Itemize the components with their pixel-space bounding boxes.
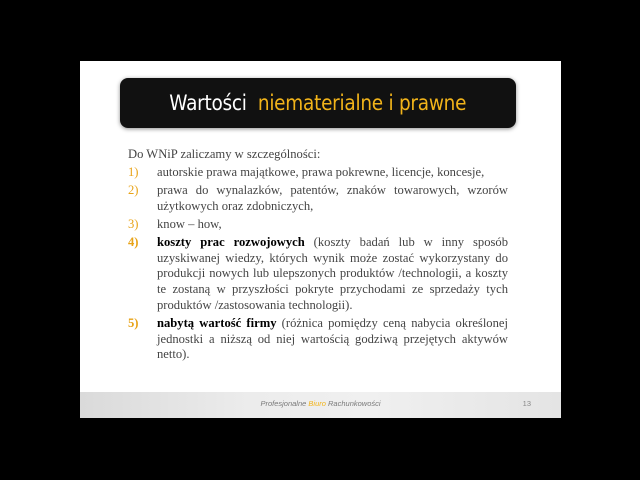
- footer-brand-part1: Profesjonalne: [260, 399, 307, 408]
- items-list: [128, 165, 508, 363]
- item-number: 5): [128, 316, 139, 331]
- item-body-text: know – how,: [157, 216, 222, 231]
- list-item: [128, 316, 508, 363]
- item-text: [157, 183, 508, 214]
- slide-title: [169, 91, 466, 115]
- item-text: [157, 217, 508, 233]
- item-body-text: (różnica pomiędzy ceną nabycia określonej jednostki a niższą od niej wartością godziwą przejętych aktywów netto).: [157, 316, 508, 362]
- item-number: 1): [128, 164, 139, 179]
- item-body-text: autorskie prawa majątkowe, prawa pokrewne, licencje, koncesje,: [157, 164, 485, 179]
- list-item: [128, 183, 508, 214]
- footer-brand-part3: Rachunkowości: [328, 399, 381, 408]
- item-body-text: prawa do wynalazków, patentów, znaków towarowych, wzorów użytkowych oraz zdobniczych,: [157, 182, 508, 213]
- item-bold-text: koszty prac rozwojowych: [157, 235, 305, 250]
- item-text: [157, 165, 508, 181]
- title-highlight-part: niematerialne i prawne: [258, 91, 467, 115]
- item-bold-text: nabytą wartość firmy: [157, 316, 277, 331]
- page-number: 13: [522, 399, 531, 408]
- item-body-text: (koszty badań lub w inny sposób uzyskiwanej wiedzy, których wynik może zostać wykorzystany do produkcji nowych lub ulepszonych produktów /technologii, a koszty te zostaną w przyszłości pokryte przychodami ze sprzedaży tych produktów /zastosowania technologii).: [157, 235, 508, 312]
- intro-text: Do WNiP zaliczamy w szczególności:: [128, 147, 321, 161]
- slide-footer: [80, 392, 561, 418]
- item-number: 2): [128, 182, 139, 197]
- list-item: [128, 165, 508, 181]
- item-text: [157, 235, 508, 314]
- item-number: 3): [128, 216, 139, 231]
- title-white-part: Wartości: [169, 91, 247, 115]
- item-text: [157, 316, 508, 363]
- slide: [80, 61, 561, 418]
- list-item: [128, 217, 508, 233]
- title-bar: [120, 78, 516, 128]
- slide-content: [128, 147, 508, 366]
- list-item: [128, 235, 508, 314]
- item-number: 4): [128, 235, 139, 250]
- footer-brand: [80, 399, 561, 408]
- footer-brand-part2: Biuro: [308, 399, 326, 408]
